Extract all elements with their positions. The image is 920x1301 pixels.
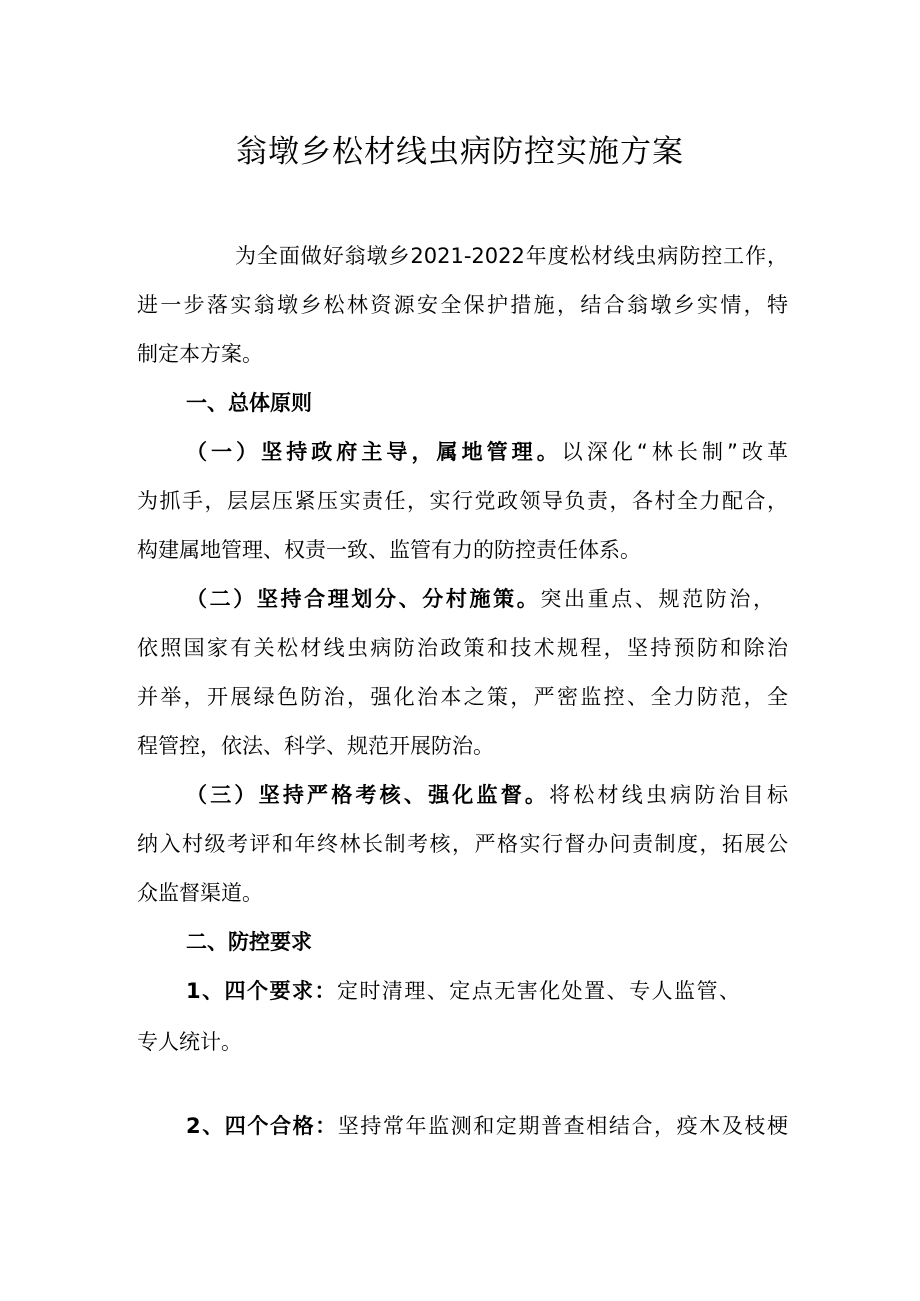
item-1-text: 以深化“林长制”改革	[561, 440, 789, 464]
section-2-heading: 二、防控要求	[186, 930, 312, 954]
req-1-text: 定时清理、定点无害化处置、专人监管、	[336, 979, 740, 1003]
req-1-line-2: 专人统计。	[137, 1030, 242, 1054]
item-1-line-1	[186, 437, 788, 467]
req-1-line-1	[186, 976, 740, 1006]
item-2-line-2: 依照国家有关松材线虫病防治政策和技术规程，坚持预防和除治	[137, 636, 788, 660]
item-2-line-3: 并举，开展绿色防治，强化治本之策，严密监控、全力防范，全	[137, 685, 788, 709]
intro-line-3: 制定本方案。	[137, 342, 263, 366]
document-title: 翁墩乡松材线虫病防控实施方案	[236, 134, 684, 170]
item-1-line-3: 构建属地管理、权责一致、监管有力的防控责任体系。	[137, 538, 641, 562]
intro-line-2: 进一步落实翁墩乡松林资源安全保护措施，结合翁墩乡实情，特	[137, 293, 788, 317]
item-3-text: 将松材线虫病防治目标	[549, 783, 788, 807]
req-2-text: 坚持常年监测和定期普查相结合，疫木及枝梗	[337, 1114, 788, 1138]
item-1-lead: （一）坚持政府主导，属地管理。	[186, 440, 562, 464]
item-2-lead: （二）坚持合理划分、分村施策。	[186, 587, 541, 611]
item-3-line-1	[186, 780, 788, 810]
item-3-lead: （三）坚持严格考核、强化监督。	[186, 783, 550, 807]
item-2-text: 突出重点、规范防治，	[540, 587, 774, 611]
item-2-line-4: 程管控，依法、科学、规范开展防治。	[137, 734, 494, 758]
item-1-line-2: 为抓手，层层压紧压实责任，实行党政领导负责，各村全力配合，	[137, 489, 788, 513]
req-2-line-1	[186, 1111, 788, 1141]
section-1-heading: 一、总体原则	[186, 391, 312, 415]
req-1-lead: 1、四个要求：	[186, 979, 337, 1003]
intro-line-1: 为全面做好翁墩乡2021-2022年度松材线虫病防控工作，	[235, 244, 788, 268]
item-3-line-2: 纳入村级考评和年终林长制考核，严格实行督办问责制度，拓展公	[137, 832, 788, 856]
item-2-line-1	[186, 584, 774, 614]
req-2-lead: 2、四个合格：	[186, 1114, 338, 1138]
item-3-line-3: 众监督渠道。	[137, 881, 263, 905]
